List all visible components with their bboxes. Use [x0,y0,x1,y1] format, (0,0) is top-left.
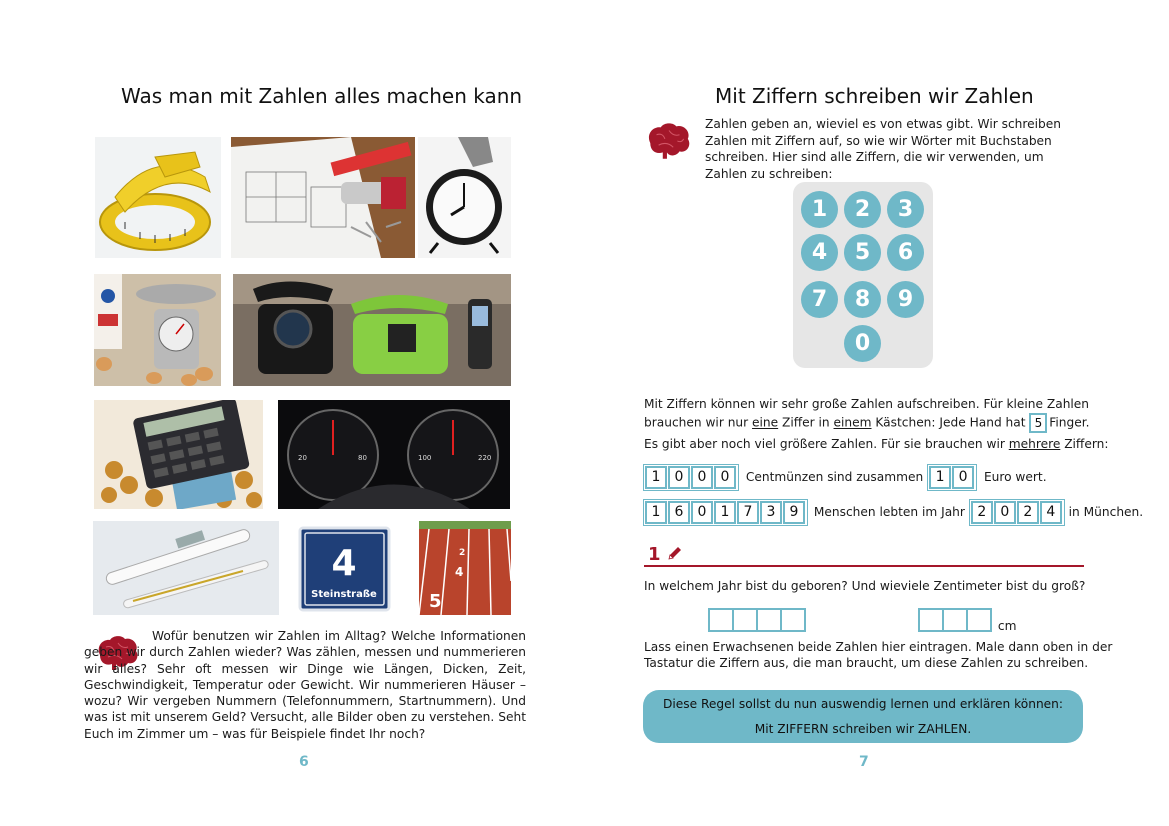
number-box-group-1000 [643,464,739,491]
key-1[interactable]: 1 [801,191,838,228]
empty-digit-box[interactable] [756,608,782,632]
empty-digit-box[interactable] [708,608,734,632]
empty-digit-box[interactable] [942,608,968,632]
empty-digit-box[interactable] [918,608,944,632]
rule-line-1: Diese Regel sollst du nun auswendig lernen und erklären können: [662,697,1063,711]
hand-digit-box: 5 [1029,413,1047,433]
digit-box: 0 [691,466,713,489]
street-sign-photo [297,525,392,613]
line1b-post: Kästchen: Jede Hand hat [871,415,1026,430]
blueprint-tools-photo [231,137,415,258]
body-line-1b [644,413,1090,433]
line1b-pre: brauchen wir nur [644,415,753,430]
left-paragraph-text: Wofür benutzen wir Zahlen im Alltag? Welche Informationen geben wir durch Zahlen wieder? Was zählen, messen und nummerieren wir alles? Sehr oft messen wir Dinge wie Längen, Dicken, Zeit, Geschwindigkeit, Temperatur oder Gewicht. Wir nummerieren Häuser – wozu? Wir vergeben Nummern (Telefonnummern, Startnummern). Und was ist mit unserem Geld? Versucht, alle Bilder oben zu verstehen. Seht Euch im Zimmer um – was für Beispiele findet Ihr noch? [84,629,526,741]
brain-icon [644,122,692,162]
intro-text: Zahlen geben an, wieviel es von etwas gibt. Wir schreiben Zahlen mit Ziffern auf, so wie wir Wörter mit Buchstaben schreiben. Hier sind alle Ziffern, die wir verwenden, um Zahlen zu schreiben: [705,117,1061,181]
svg-text:2: 2 [459,548,466,558]
birth-year-boxes[interactable] [708,608,804,632]
digit-box: 2 [971,501,993,524]
number-box-group-population [643,499,808,526]
example-line-2 [643,499,1143,526]
example1-text: Centmünzen sind zusammen [745,470,924,484]
digit-box: 2 [1017,501,1039,524]
digit-box: 1 [645,501,667,524]
running-track-photo [419,521,511,615]
task-number-text: 1 [648,544,661,565]
number-box-group-year [969,499,1065,526]
tape-measure-photo [95,137,221,258]
line1b-underlined-einem: einem [833,415,872,430]
digit-box: 1 [929,466,951,489]
digit-box: 0 [952,466,974,489]
rule-box [643,690,1083,743]
page-number-right: 7 [859,754,869,770]
left-paragraph [84,628,526,742]
speedometer-photo [278,400,510,509]
line2-pre: Es gibt aber noch viel größere Zahlen. Für sie brauchen wir [644,437,1009,451]
rule-line-2: Mit ZIFFERN schreiben wir ZAHLEN. [754,722,972,736]
key-2[interactable]: 2 [844,191,881,228]
left-page-title: Was man mit Zahlen alles machen kann [121,84,523,108]
digit-box: 0 [994,501,1016,524]
task-question: In welchem Jahr bist du geboren? Und wieviele Zentimeter bist du groß? [644,579,1086,593]
street-sign-number: 4 [331,543,357,584]
key-9[interactable]: 9 [887,281,924,318]
digit-box: 0 [668,466,690,489]
line1b-underlined-eine: eine [752,415,779,430]
key-0[interactable]: 0 [844,325,881,362]
telephones-photo [233,274,511,386]
line2-post: Ziffern: [1060,437,1109,451]
digit-box: 1 [645,466,667,489]
digit-box: 3 [760,501,782,524]
kitchen-scale-photo [94,274,221,386]
line2-underlined-mehrere: mehrere [1008,437,1061,451]
digit-box: 9 [783,501,805,524]
svg-text:80: 80 [358,454,367,462]
example2-end: in München. [1068,505,1144,519]
empty-digit-box[interactable] [966,608,992,632]
number-box-group-10 [927,464,977,491]
task-number [648,544,683,565]
task-instruction-2: Tastatur die Ziffern aus, die man braucht, um diese Zahlen zu schreiben. [644,656,1089,670]
left-page [0,0,584,826]
key-5[interactable]: 5 [844,234,881,271]
line1b-mid: Ziffer in [778,415,834,430]
digit-box: 6 [668,501,690,524]
svg-text:4: 4 [455,565,464,579]
calculator-money-photo [94,400,263,509]
body-line-1a: Mit Ziffern können wir sehr große Zahlen aufschreiben. Für kleine Zahlen [644,397,1090,411]
body-line-2 [644,437,1108,451]
empty-digit-box[interactable] [732,608,758,632]
digit-box: 7 [737,501,759,524]
svg-text:5: 5 [429,591,442,612]
right-page [585,0,1169,826]
key-4[interactable]: 4 [801,234,838,271]
pencil-icon [667,545,683,561]
cm-label: cm [997,618,1017,633]
empty-digit-box[interactable] [780,608,806,632]
digit-box: 1 [714,501,736,524]
key-8[interactable]: 8 [844,281,881,318]
key-3[interactable]: 3 [887,191,924,228]
example-line-1 [643,464,1047,491]
right-page-title: Mit Ziffern schreiben wir Zahlen [715,84,1034,108]
street-sign-name: Steinstraße [311,589,377,600]
thermometers-photo [93,521,279,615]
digit-box: 0 [714,466,736,489]
example2-text: Menschen lebten im Jahr [813,505,965,519]
alarm-clock-photo [418,137,511,258]
digit-box: 4 [1040,501,1062,524]
line1b-end: Finger. [1049,415,1090,430]
page-number-left: 6 [299,754,309,770]
example1-end: Euro wert. [983,470,1047,484]
svg-text:220: 220 [478,454,492,462]
task-instruction-1: Lass einen Erwachsenen beide Zahlen hier eintragen. Male dann oben in der [644,640,1113,654]
svg-text:20: 20 [298,454,307,462]
key-7[interactable]: 7 [801,281,838,318]
digit-keypad [793,182,933,368]
digit-box: 0 [691,501,713,524]
svg-text:100: 100 [418,454,432,462]
height-boxes[interactable] [918,608,1016,633]
key-6[interactable]: 6 [887,234,924,271]
task-divider [644,565,1084,567]
